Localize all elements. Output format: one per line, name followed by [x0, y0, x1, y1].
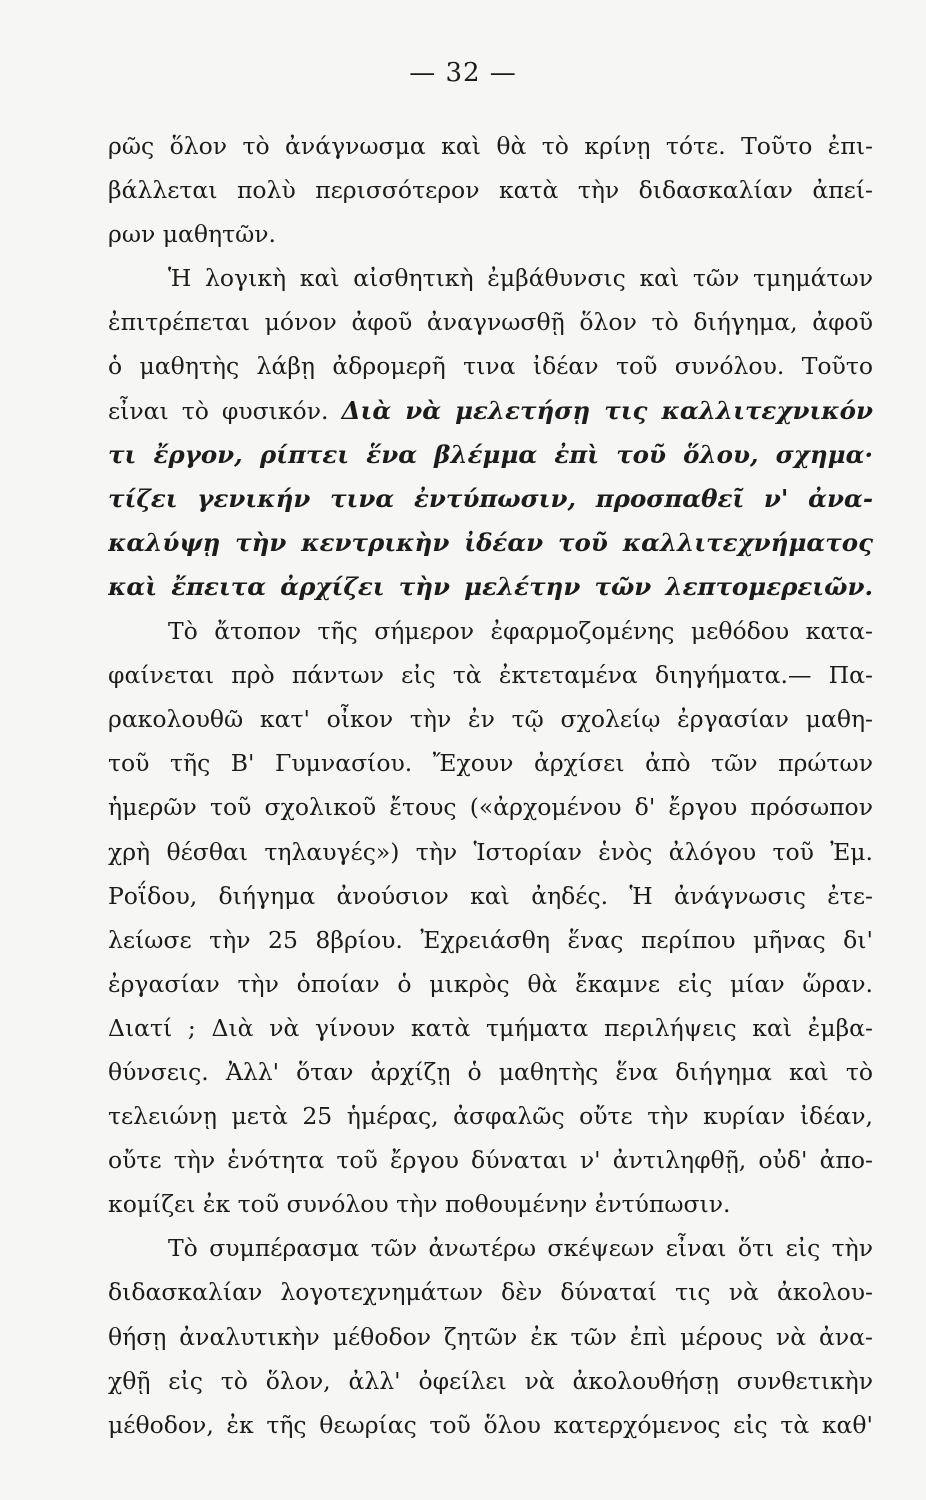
emphasized-text-line: τι ἔργον, ρίπτει ἕνα βλέμμα ἐπὶ τοῦ ὅλου, σχημα· [108, 439, 873, 469]
text-line-bold-part: Διὰ νὰ μελετήσῃ τις καλλιτεχνικόν [341, 395, 873, 425]
text-line: ἐπιτρέπεται μόνον ἀφοῦ ἀναγνωσθῇ ὅλον τὸ διήγημα, ἀφοῦ [108, 308, 873, 337]
text-line: κομίζει ἐκ τοῦ συνόλου τὴν ποθουμένην ἐντύπωσιν. [108, 1190, 731, 1219]
text-line: Διατί ; Διὰ νὰ γίνουν κατὰ τμήματα περιλήψεις καὶ ἐμβα- [108, 1013, 873, 1042]
text-line: Ἡ λογικὴ καὶ αἰσθητικὴ ἐμβάθυνσις καὶ τῶν τμημάτων [168, 264, 873, 293]
emphasized-text-line: τίζει γενικήν τινα ἐντύπωσιν, προσπαθεῖ ν' ἀνα- [108, 483, 873, 513]
body-text [108, 124, 873, 1447]
text-line: θήσῃ ἀναλυτικὴν μέθοδον ζητῶν ἐκ τῶν ἐπὶ μέρους νὰ ἀνα- [108, 1322, 873, 1351]
text-line-normal-part: εἶναι τὸ φυσικόν. [108, 396, 329, 425]
text-line: διδασκαλίαν λογοτεχνημάτων δὲν δύναταί τις νὰ ἀκολου- [108, 1278, 873, 1307]
text-line: ἐργασίαν τὴν ὁποίαν ὁ μικρὸς θὰ ἔκαμνε εἰς μίαν ὥραν. [108, 969, 873, 998]
text-line: θύνσεις. Ἀλλ' ὅταν ἀρχίζῃ ὁ μαθητὴς ἕνα διήγημα καὶ τὸ [108, 1057, 873, 1086]
text-line: βάλλεται πολὺ περισσότερον κατὰ τὴν διδασκαλίαν ἀπεί- [108, 176, 873, 205]
text-line: Τὸ ἄτοπον τῆς σήμερον ἐφαρμοζομένης μεθόδου κατα- [168, 617, 873, 646]
text-line: χθῇ εἰς τὸ ὅλον, ἀλλ' ὀφείλει νὰ ἀκολουθήσῃ συνθετικὴν [108, 1366, 873, 1395]
text-line: τοῦ τῆς Β' Γυμνασίου. Ἔχουν ἀρχίσει ἀπὸ τῶν πρώτων [108, 749, 873, 778]
text-line: μέθοδον, ἐκ τῆς θεωρίας τοῦ ὅλου κατερχόμενος εἰς τὰ καθ' [108, 1410, 873, 1439]
text-line: ρῶς ὅλον τὸ ἀνάγνωσμα καὶ θὰ τὸ κρίνῃ τότε. Τοῦτο ἐπι- [108, 132, 873, 160]
text-line: Τὸ συμπέρασμα τῶν ἀνωτέρω σκέψεων εἶναι ὅτι εἰς τὴν [168, 1234, 873, 1263]
text-line: χρὴ θέσθαι τηλαυγές») τὴν Ἱστορίαν ἑνὸς ἀλόγου τοῦ Ἐμ. [108, 837, 873, 866]
text-line: ρων μαθητῶν. [108, 220, 277, 249]
text-line: οὔτε τὴν ἑνότητα τοῦ ἔργου δύναται ν' ἀντιληφθῇ, οὐδ' ἀπο- [108, 1146, 873, 1175]
text-line: ὁ μαθητὴς λάβῃ ἀδρομερῆ τινα ἰδέαν τοῦ συνόλου. Τοῦτο [108, 352, 873, 381]
text-line: ἡμερῶν τοῦ σχολικοῦ ἔτους («ἀρχομένου δ' ἔργου πρόσωπον [108, 793, 873, 822]
text-line: φαίνεται πρὸ πάντων εἰς τὰ ἐκτεταμένα διηγήματα.— Πα- [108, 661, 873, 690]
text-line-mixed [108, 389, 873, 433]
page-number: — 32 — [409, 58, 517, 88]
text-line: τελειώνῃ μετὰ 25 ἡμέρας, ἀσφαλῶς οὔτε τὴν κυρίαν ἰδέαν, [108, 1102, 873, 1131]
emphasized-text-line: καλύψῃ τὴν κεντρικὴν ἰδέαν τοῦ καλλιτεχνήματος [108, 527, 873, 557]
text-line: Ροΐδου, διήγημα ἀνούσιον καὶ ἀηδές. Ἡ ἀνάγνωσις ἐτε- [108, 881, 873, 910]
text-line: ρακολουθῶ κατ' οἶκον τὴν ἐν τῷ σχολείῳ ἐργασίαν μαθη- [108, 705, 873, 734]
text-line: λείωσε τὴν 25 8βρίου. Ἐχρειάσθη ἕνας περίπου μῆνας δι' [108, 925, 873, 954]
emphasized-text-line: καὶ ἔπειτα ἀρχίζει τὴν μελέτην τῶν λεπτομερειῶν. [108, 571, 873, 601]
